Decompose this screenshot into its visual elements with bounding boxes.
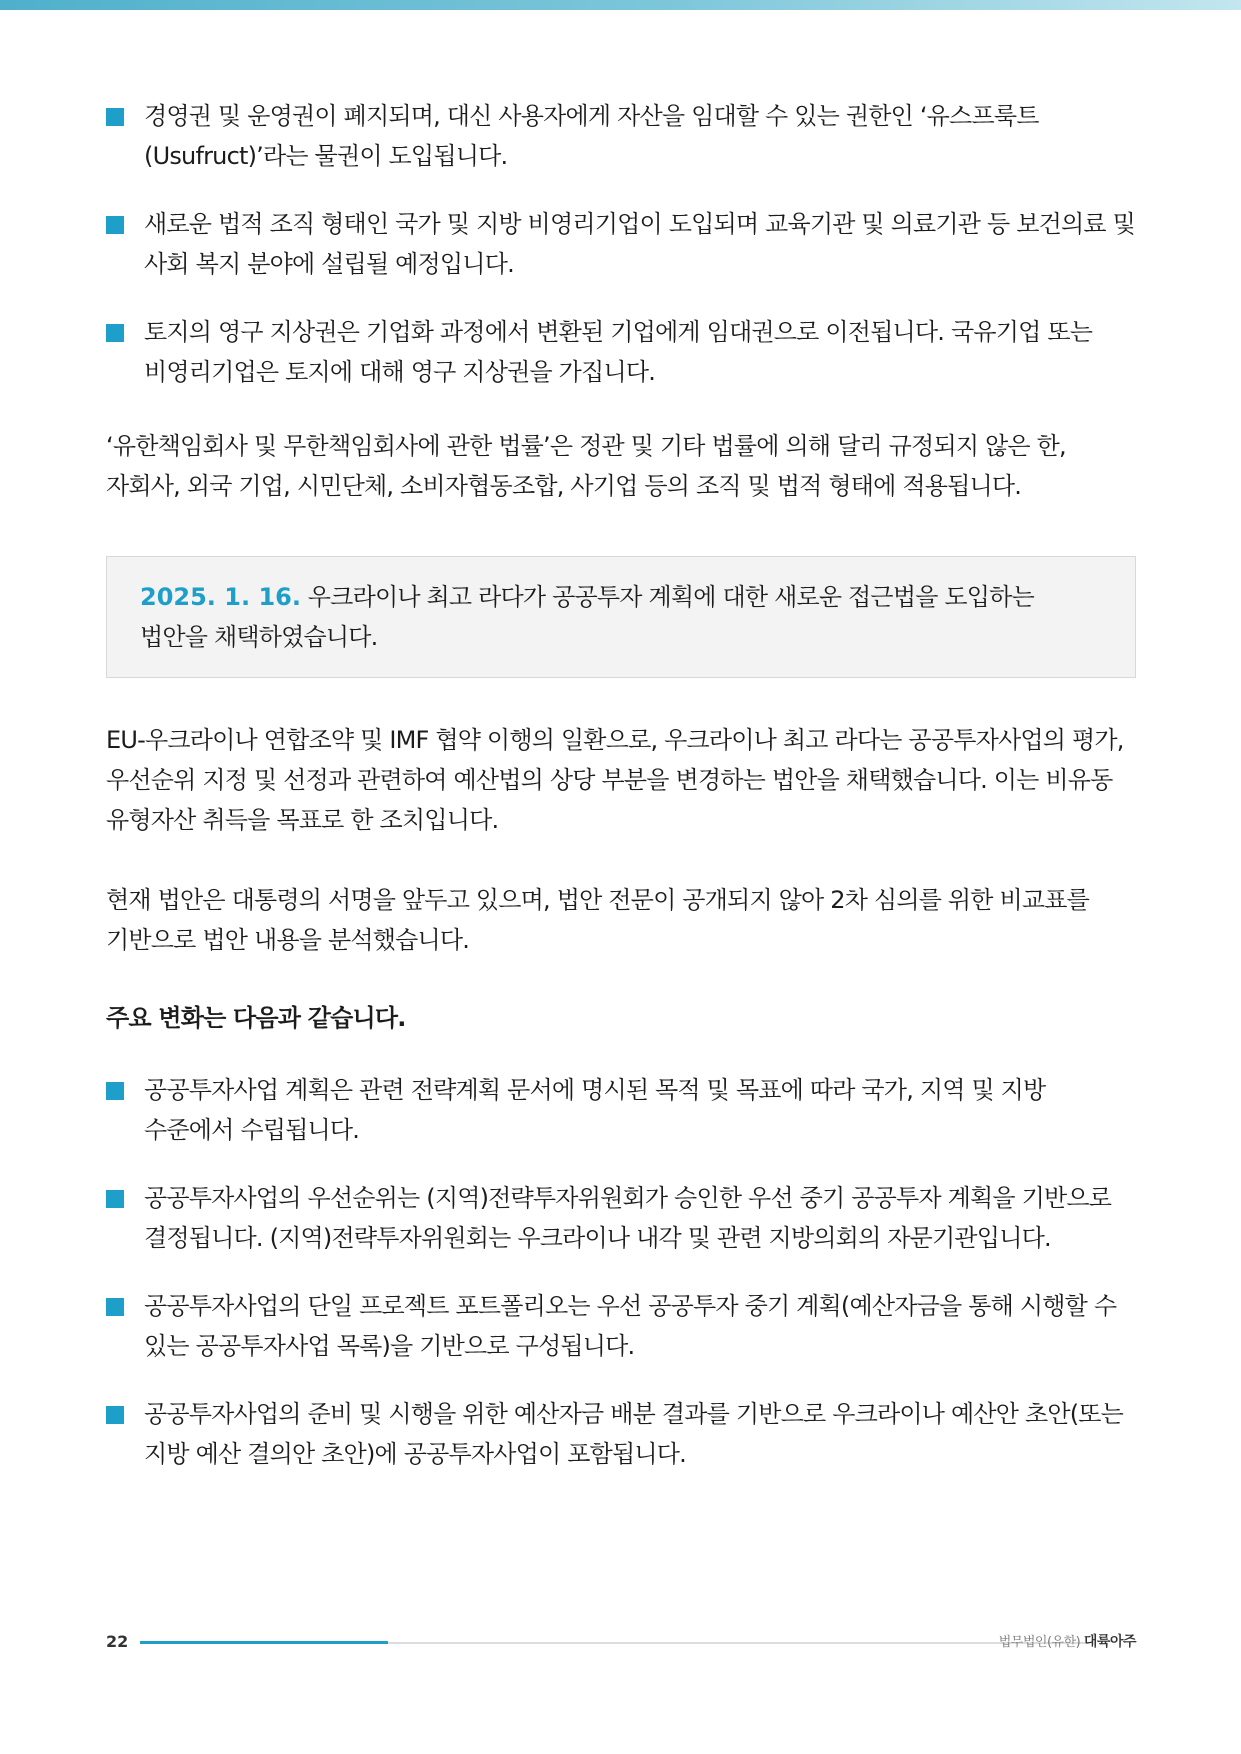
- bullet-item: [106, 96, 1136, 176]
- bullet-text: 공공투자사업의 단일 프로젝트 포트폴리오는 우선 공공투자 중기 계획(예산자금을 통해 시행할 수 있는 공공투자사업 목록)을 기반으로 구성됩니다.: [144, 1292, 1117, 1360]
- callout-box: [106, 556, 1136, 678]
- page-number: 22: [106, 1632, 129, 1651]
- page-footer: [106, 1630, 1136, 1654]
- section-heading: 주요 변화는 다음과 같습니다.: [106, 1004, 406, 1032]
- footer-rule-accent: [140, 1641, 388, 1644]
- bullet-text: 새로운 법적 조직 형태인 국가 및 지방 비영리기업이 도입되며 교육기관 및 의료기관 등 보건의료 및 사회 복지 분야에 설립될 예정입니다.: [144, 210, 1135, 278]
- firm-prefix: 법무법인(유한): [998, 1635, 1081, 1650]
- bullet-text: 토지의 영구 지상권은 기업화 과정에서 변환된 기업에게 임대권으로 이전됩니다. 국유기업 또는 비영리기업은 토지에 대해 영구 지상권을 가집니다.: [144, 318, 1093, 386]
- bullet-text: 공공투자사업의 준비 및 시행을 위한 예산자금 배분 결과를 기반으로 우크라이나 예산안 초안(또는 지방 예산 결의안 초안)에 공공투자사업이 포함됩니다.: [144, 1400, 1124, 1468]
- bullet-item: [106, 1394, 1136, 1474]
- bullet-text: 공공투자사업의 우선순위는 (지역)전략투자위원회가 승인한 우선 중기 공공투자 계획을 기반으로 결정됩니다. (지역)전략투자위원회는 우크라이나 내각 및 관련 지방의회의 자문기관입니다.: [144, 1184, 1112, 1252]
- body-paragraph: EU-우크라이나 연합조약 및 IMF 협약 이행의 일환으로, 우크라이나 최고 라다는 공공투자사업의 평가, 우선순위 지정 및 선정과 관련하여 예산법의 상당 부분을 변경하는 법안을 채택했습니다. 이는 비유동 유형자산 취득을 목표로 한 조치입니다.: [106, 726, 1124, 834]
- bullet-text: 경영권 및 운영권이 폐지되며, 대신 사용자에게 자산을 임대할 수 있는 권한인 ‘유스프룩트(Usufruct)’라는 물권이 도입됩니다.: [144, 102, 1039, 170]
- square-bullet-icon: [106, 1082, 124, 1100]
- firm-logo: [999, 1630, 1136, 1655]
- bullet-item: [106, 204, 1136, 284]
- page-content: [106, 96, 1136, 1474]
- bullet-text: 공공투자사업 계획은 관련 전략계획 문서에 명시된 목적 및 목표에 따라 국가, 지역 및 지방 수준에서 수립됩니다.: [144, 1076, 1046, 1144]
- top-accent-bar: [0, 0, 1241, 10]
- bullet-item: [106, 312, 1136, 392]
- callout-date: 2025. 1. 16.: [140, 583, 301, 611]
- bullet-item: [106, 1178, 1136, 1258]
- body-paragraph: 현재 법안은 대통령의 서명을 앞두고 있으며, 법안 전문이 공개되지 않아 2차 심의를 위한 비교표를 기반으로 법안 내용을 분석했습니다.: [106, 886, 1090, 954]
- bullet-item: [106, 1070, 1136, 1150]
- square-bullet-icon: [106, 1298, 124, 1316]
- firm-name: 대륙아주: [1083, 1634, 1136, 1650]
- square-bullet-icon: [106, 324, 124, 342]
- square-bullet-icon: [106, 1190, 124, 1208]
- body-paragraph: ‘유한책임회사 및 무한책임회사에 관한 법률’은 정관 및 기타 법률에 의해 달리 규정되지 않은 한, 자회사, 외국 기업, 시민단체, 소비자협동조합, 사기업 등의 조직 및 법적 형태에 적용됩니다.: [106, 432, 1066, 500]
- callout-text: 우크라이나 최고 라다가 공공투자 계획에 대한 새로운 접근법을 도입하는 법안을 채택하였습니다.: [140, 583, 1034, 651]
- bullet-item: [106, 1286, 1136, 1366]
- square-bullet-icon: [106, 1406, 124, 1424]
- square-bullet-icon: [106, 108, 124, 126]
- square-bullet-icon: [106, 216, 124, 234]
